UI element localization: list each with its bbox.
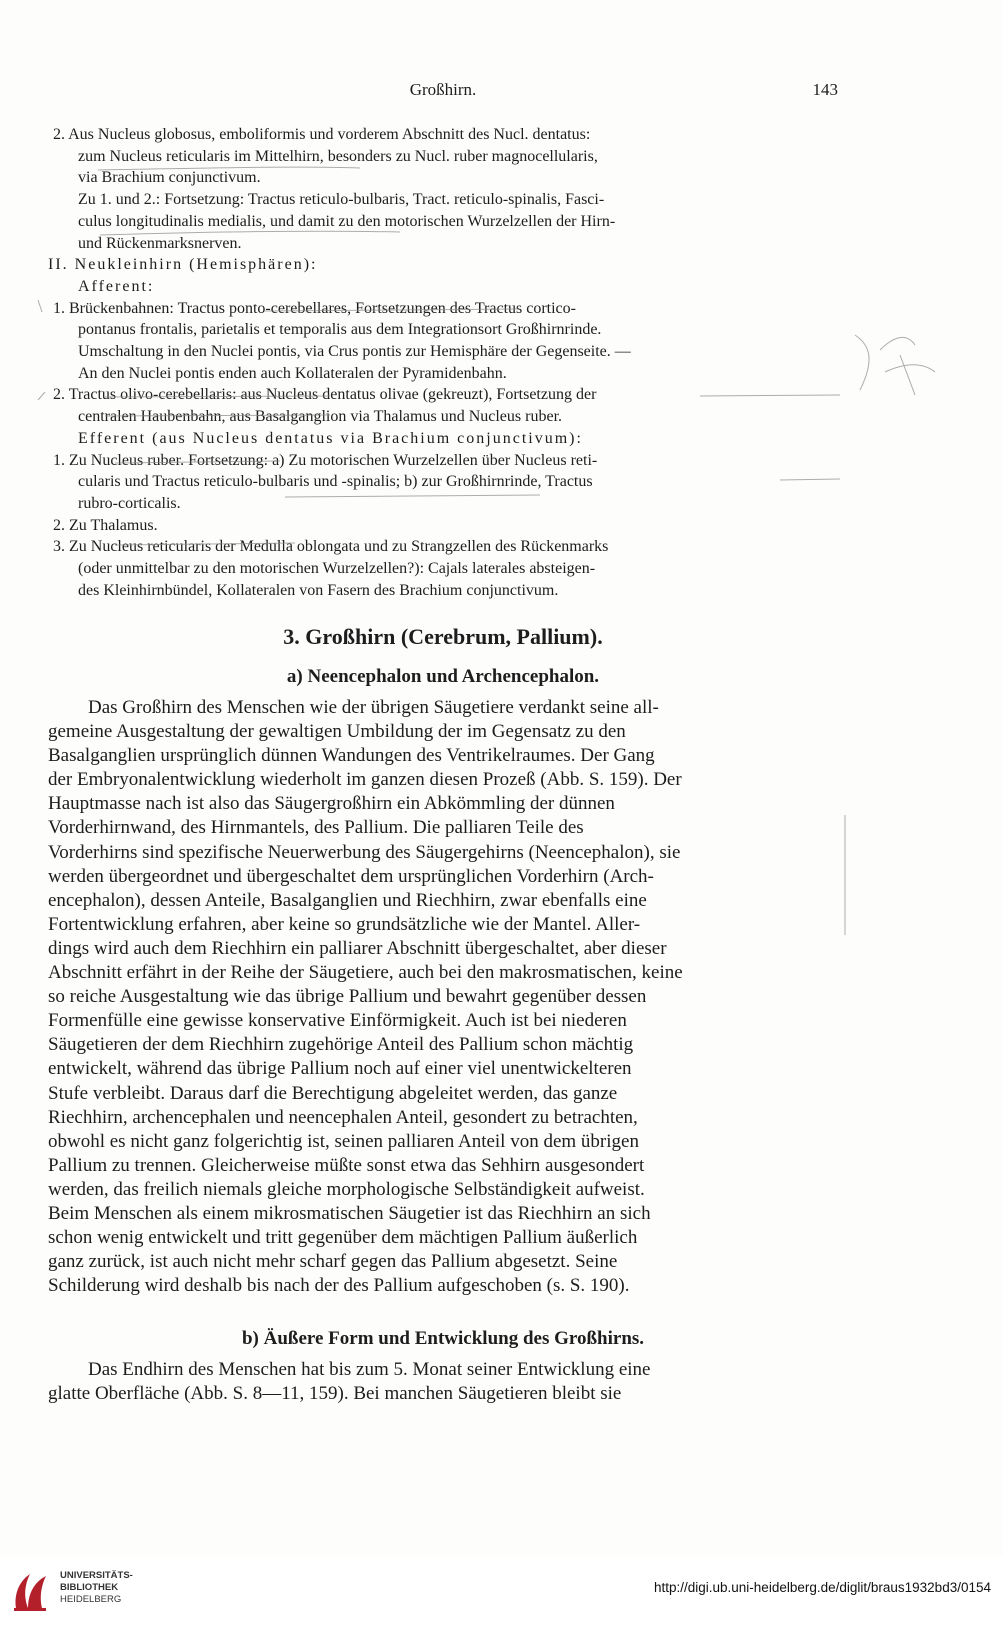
pencil-underline — [700, 395, 840, 396]
text-line: Vorderhirnwand, des Hirnmantels, des Pallium. Die palliaren Teile des — [48, 817, 584, 839]
text-line: obwohl es nicht ganz folgerichtig ist, seinen palliaren Anteil von dem übrigen — [48, 1130, 639, 1152]
subsection-heading-a: a) Neencephalon und Archencephalon. — [286, 666, 600, 687]
list-item: 2. Zu Thalamus. — [53, 516, 158, 534]
section-ii-heading: II. Neukleinhirn (Hemisphären): — [48, 256, 318, 274]
text-line: werden übergeordnet und übergeschaltet dem ursprünglichen Vorderhirn (Arch- — [48, 865, 654, 887]
text-line: Stufe verbleibt. Daraus darf die Berechtigung abgeleitet werden, das ganze — [48, 1082, 618, 1104]
list-item: 1. Zu Nucleus ruber. Fortsetzung: a) Zu motorischen Wurzelzellen über Nucleus reti- cularis und Tractus reticulo-bulbaris und -spinalis; b) zur Großhirnrinde, Tractus rubro-corticalis. — [53, 451, 598, 512]
text-line: Basalganglien ursprünglich dünnen Wandungen des Ventrikelraumes. Der Gang — [48, 745, 655, 767]
pencil-underline — [105, 396, 330, 397]
pencil-brace — [855, 335, 869, 390]
running-title: Großhirn. — [409, 80, 477, 99]
pencil-underline — [115, 543, 295, 545]
text-line: Pallium zu trennen. Gleicherweise müßte sonst etwa das Sehhirn ausgesondert — [48, 1154, 645, 1176]
pencil-underline — [105, 415, 330, 416]
text-line: schon wenig entwickelt und tritt gegenüber dem mächtigen Pallium äußerlich — [48, 1227, 638, 1249]
text-line: Fortentwicklung erfahren, aber keine so grundsätzliche wie der Mantel. Aller- — [48, 913, 641, 935]
text-line: Beim Menschen als einem mikrosmatischen Säugetier ist das Riechhirn an sich — [48, 1202, 651, 1224]
pencil-underline — [100, 231, 400, 235]
text-line: Riechhirn, archencephalen und neencephalen Anteil, gesondert zu betrachten, — [48, 1106, 638, 1128]
pencil-underline — [285, 495, 540, 497]
pencil-tick — [38, 392, 45, 400]
text-line: Vorderhirns sind spezifische Neuerwerbung des Säugergehirns (Neencephalon), sie — [48, 841, 681, 863]
text-line: Schilderung wird deshalb bis nach der des Pallium aufgeschoben (s. S. 190). — [48, 1275, 630, 1297]
text-line: Das Großhirn des Menschen wie der übrigen Säugetiere verdankt seine all- — [88, 697, 659, 718]
text-line: glatte Oberfläche (Abb. S. 8—11, 159). Bei manchen Säugetieren bleibt sie — [48, 1383, 622, 1405]
list-item: 2. Aus Nucleus globosus, emboliformis und vorderem Abschnitt des Nucl. dentatus: zum Nucleus reticularis im Mittelhirn, besonders zu Nucl. ruber magnocellularis, via Brachium conjunctivum. — [53, 126, 598, 187]
text-line: ganz zurück, ist auch nicht mehr scharf gegen das Pallium abgesetzt. Seine — [48, 1251, 618, 1273]
list-item: 1. Brückenbahnen: Tractus ponto-cerebellares, Fortsetzungen des Tractus cortico- pontanus frontalis, parietalis et temporalis aus dem Integrationsort Großhirnrinde. Umschaltung in den Nuclei pontis, via Crus pontis zur Hemisphäre der Gegenseite. — An den Nuclei pontis enden auch Kollateralen der Pyramidenbahn. — [53, 299, 631, 382]
source-url-link[interactable]: http://digi.ub.uni-heidelberg.de/diglit/braus1932bd3/0154 — [653, 1580, 991, 1595]
pencil-underline — [115, 461, 280, 463]
pencil-underline — [98, 167, 360, 170]
text-line: werden, das freilich niemals gleiche morphologische Selbständigkeit aufweist. — [48, 1178, 645, 1200]
section-heading: 3. Großhirn (Cerebrum, Pallium). — [283, 624, 603, 649]
text-line: Hauptmasse nach ist also das Säugergroßhirn ein Abkömmling der dünnen — [48, 793, 615, 815]
text-line: Das Endhirn des Menschen hat bis zum 5. Monat seiner Entwicklung eine — [88, 1359, 651, 1380]
list-item: 2. Tractus olivo-cerebellaris: aus Nucleus dentatus olivae (gekreuzt), Fortsetzung der centralen Haubenbahn, aus Basalganglion via Thalamus und Nucleus ruber. — [53, 386, 597, 426]
pencil-scribble — [880, 337, 915, 350]
text-line: encephalon), dessen Anteile, Basalganglien und Riechhirn, zwar ebenfalls eine — [48, 889, 647, 911]
pencil-underline — [780, 479, 840, 480]
institution-name: UNIVERSITÄTS- BIBLIOTHEK HEIDELBERG — [60, 1570, 133, 1605]
continuation-note: Zu 1. und 2.: Fortsetzung: Tractus reticulo-bulbaris, Tract. reticulo-spinalis, Fasci- culus longitudinalis medialis, und damit zu den motorischen Wurzelzellen der Hirn- und Rückenmarksnerven. — [78, 191, 616, 252]
text-line: Formenfülle eine gewisse konservative Einförmigkeit. Auch ist bei niederen — [48, 1010, 627, 1032]
page-number: 143 — [812, 80, 838, 99]
efferent-label: Efferent (aus Nucleus dentatus via Brachium conjunctivum): — [78, 429, 583, 447]
pencil-tick — [38, 300, 42, 312]
pencil-underline — [265, 309, 520, 311]
text-line: der Embryonalentwicklung wiederholt im ganzen diesen Prozeß (Abb. S. 159). Der — [48, 769, 682, 791]
text-line: dings wird auch dem Riechhirn ein palliarer Abschnitt übergeschaltet, aber dieser — [48, 937, 667, 959]
list-item: 3. Zu Nucleus reticularis der Medulla oblongata und zu Strangzellen des Rückenmarks (oder unmittelbar zu den motorischen Wurzelzellen?): Cajals laterales absteigen- des Kleinhirnbündel, Kollateralen von Fasern des Brachium conjunctivum. — [53, 538, 609, 599]
text-line: Abschnitt erfährt in der Reihe der Säugetiere, auch bei den makrosmatischen, keine — [48, 962, 683, 984]
subsection-heading-b: b) Äußere Form und Entwicklung des Großhirns. — [241, 1328, 645, 1349]
pencil-scribble — [885, 365, 935, 372]
text-line: entwickelt, während das übrige Pallium noch auf einer viel unentwickelteren — [48, 1058, 632, 1080]
pencil-scribble — [900, 355, 915, 395]
text-line: so reiche Ausgestaltung wie das übrige Pallium und bewahrt gegenüber dessen — [48, 986, 647, 1008]
text-line: gemeine Ausgestaltung der gewaltigen Umbildung der im Gegensatz zu den — [48, 721, 626, 743]
footer — [0, 1556, 1003, 1627]
university-logo-icon — [10, 1568, 54, 1614]
text-line: Säugetieren der dem Riechhirn zugehörige Anteil des Pallium schon mächtig — [48, 1034, 634, 1056]
afferent-label: Afferent: — [78, 277, 155, 295]
